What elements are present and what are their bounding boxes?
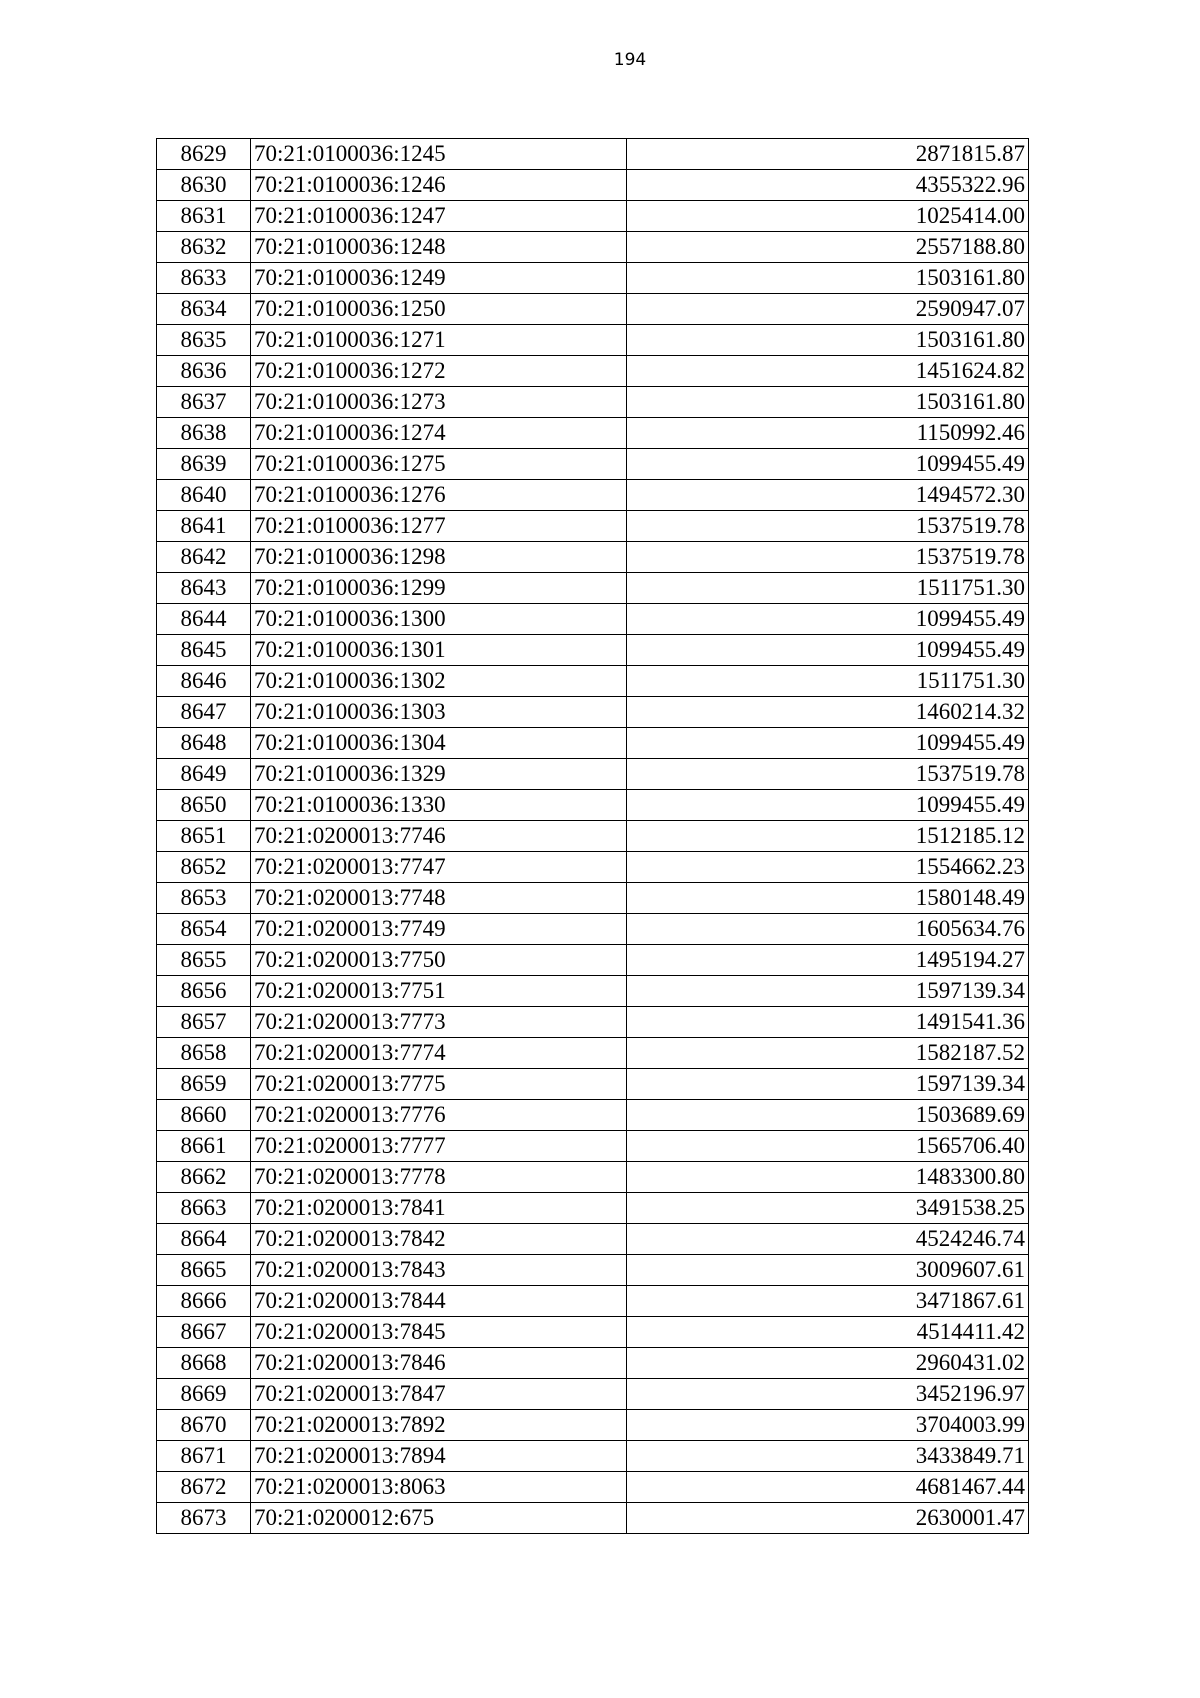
- cadastral-value-cell: 3471867.61: [627, 1286, 1029, 1317]
- cadastral-value-cell: 1451624.82: [627, 356, 1029, 387]
- row-number-cell: 8671: [157, 1441, 251, 1472]
- table-row: [157, 387, 1029, 418]
- cadastral-value-cell: 1099455.49: [627, 449, 1029, 480]
- cadastral-value-cell: 1554662.23: [627, 852, 1029, 883]
- cadastral-number-cell: 70:21:0100036:1329: [251, 759, 627, 790]
- cadastral-value-cell: 1503161.80: [627, 263, 1029, 294]
- row-number-cell: 8647: [157, 697, 251, 728]
- table-row: [157, 1069, 1029, 1100]
- cadastral-number-cell: 70:21:0200013:7846: [251, 1348, 627, 1379]
- cadastral-number-cell: 70:21:0200013:7746: [251, 821, 627, 852]
- row-number-cell: 8630: [157, 170, 251, 201]
- cadastral-value-cell: 3491538.25: [627, 1193, 1029, 1224]
- cadastral-value-cell: 1537519.78: [627, 511, 1029, 542]
- cadastral-number-cell: 70:21:0200013:7751: [251, 976, 627, 1007]
- row-number-cell: 8631: [157, 201, 251, 232]
- cadastral-number-cell: 70:21:0100036:1277: [251, 511, 627, 542]
- cadastral-number-cell: 70:21:0200013:7847: [251, 1379, 627, 1410]
- cadastral-number-cell: 70:21:0200013:7774: [251, 1038, 627, 1069]
- cadastral-number-cell: 70:21:0100036:1250: [251, 294, 627, 325]
- cadastral-value-cell: 1511751.30: [627, 573, 1029, 604]
- row-number-cell: 8632: [157, 232, 251, 263]
- cadastral-number-cell: 70:21:0100036:1271: [251, 325, 627, 356]
- row-number-cell: 8667: [157, 1317, 251, 1348]
- row-number-cell: 8646: [157, 666, 251, 697]
- table-row: [157, 542, 1029, 573]
- table-row: [157, 883, 1029, 914]
- cadastral-number-cell: 70:21:0100036:1302: [251, 666, 627, 697]
- cadastral-number-cell: 70:21:0100036:1245: [251, 139, 627, 170]
- table-row: [157, 1348, 1029, 1379]
- table-row: [157, 790, 1029, 821]
- cadastral-value-cell: 1025414.00: [627, 201, 1029, 232]
- table-row: [157, 1503, 1029, 1534]
- cadastral-number-cell: 70:21:0200013:7750: [251, 945, 627, 976]
- cadastral-value-cell: 1495194.27: [627, 945, 1029, 976]
- cadastral-value-cell: 4524246.74: [627, 1224, 1029, 1255]
- table-row: [157, 1224, 1029, 1255]
- cadastral-value-cell: 1503161.80: [627, 325, 1029, 356]
- row-number-cell: 8672: [157, 1472, 251, 1503]
- table-row: [157, 1038, 1029, 1069]
- row-number-cell: 8638: [157, 418, 251, 449]
- cadastral-number-cell: 70:21:0100036:1304: [251, 728, 627, 759]
- cadastral-value-cell: 3452196.97: [627, 1379, 1029, 1410]
- table-row: [157, 1162, 1029, 1193]
- row-number-cell: 8643: [157, 573, 251, 604]
- cadastral-number-cell: 70:21:0100036:1276: [251, 480, 627, 511]
- cadastral-value-cell: 1597139.34: [627, 976, 1029, 1007]
- row-number-cell: 8653: [157, 883, 251, 914]
- cadastral-number-cell: 70:21:0200013:7894: [251, 1441, 627, 1472]
- cadastral-value-cell: 1099455.49: [627, 790, 1029, 821]
- table-row: [157, 728, 1029, 759]
- cadastral-number-cell: 70:21:0200013:7777: [251, 1131, 627, 1162]
- cadastral-value-cell: 1512185.12: [627, 821, 1029, 852]
- row-number-cell: 8652: [157, 852, 251, 883]
- row-number-cell: 8637: [157, 387, 251, 418]
- table-row: [157, 1410, 1029, 1441]
- cadastral-number-cell: 70:21:0100036:1248: [251, 232, 627, 263]
- table-row: [157, 1131, 1029, 1162]
- cadastral-number-cell: 70:21:0200013:7776: [251, 1100, 627, 1131]
- cadastral-number-cell: 70:21:0100036:1274: [251, 418, 627, 449]
- cadastral-value-cell: 1537519.78: [627, 542, 1029, 573]
- table-row: [157, 232, 1029, 263]
- table-row: [157, 604, 1029, 635]
- cadastral-value-cell: 1099455.49: [627, 635, 1029, 666]
- cadastral-value-cell: 1099455.49: [627, 728, 1029, 759]
- row-number-cell: 8656: [157, 976, 251, 1007]
- table-row: [157, 325, 1029, 356]
- row-number-cell: 8634: [157, 294, 251, 325]
- cadastral-number-cell: 70:21:0200013:7749: [251, 914, 627, 945]
- cadastral-value-cell: 4355322.96: [627, 170, 1029, 201]
- cadastral-number-cell: 70:21:0200013:7842: [251, 1224, 627, 1255]
- table-row: [157, 1007, 1029, 1038]
- row-number-cell: 8662: [157, 1162, 251, 1193]
- row-number-cell: 8644: [157, 604, 251, 635]
- row-number-cell: 8633: [157, 263, 251, 294]
- table-row: [157, 635, 1029, 666]
- row-number-cell: 8654: [157, 914, 251, 945]
- table-row: [157, 170, 1029, 201]
- table-row: [157, 356, 1029, 387]
- table-row: [157, 1255, 1029, 1286]
- table-row: [157, 1100, 1029, 1131]
- table-row: [157, 418, 1029, 449]
- table-row: [157, 1472, 1029, 1503]
- cadastral-number-cell: 70:21:0200013:7843: [251, 1255, 627, 1286]
- cadastral-number-cell: 70:21:0100036:1330: [251, 790, 627, 821]
- row-number-cell: 8650: [157, 790, 251, 821]
- table-row: [157, 1317, 1029, 1348]
- cadastral-number-cell: 70:21:0100036:1246: [251, 170, 627, 201]
- cadastral-value-cell: 3704003.99: [627, 1410, 1029, 1441]
- cadastral-value-cell: 1491541.36: [627, 1007, 1029, 1038]
- cadastral-value-cell: 3433849.71: [627, 1441, 1029, 1472]
- row-number-cell: 8655: [157, 945, 251, 976]
- cadastral-value-cell: 1494572.30: [627, 480, 1029, 511]
- table-row: [157, 139, 1029, 170]
- cadastral-number-cell: 70:21:0100036:1303: [251, 697, 627, 728]
- cadastral-value-cell: 1099455.49: [627, 604, 1029, 635]
- cadastral-value-cell: 4514411.42: [627, 1317, 1029, 1348]
- cadastral-value-cell: 1503689.69: [627, 1100, 1029, 1131]
- cadastral-value-cell: 1605634.76: [627, 914, 1029, 945]
- table-row: [157, 1379, 1029, 1410]
- cadastral-value-cell: 2557188.80: [627, 232, 1029, 263]
- row-number-cell: 8659: [157, 1069, 251, 1100]
- cadastral-number-cell: 70:21:0100036:1272: [251, 356, 627, 387]
- row-number-cell: 8629: [157, 139, 251, 170]
- cadastral-value-cell: 2960431.02: [627, 1348, 1029, 1379]
- table-row: [157, 666, 1029, 697]
- cadastral-value-cell: 1582187.52: [627, 1038, 1029, 1069]
- cadastral-value-cell: 1483300.80: [627, 1162, 1029, 1193]
- cadastral-value-cell: 1503161.80: [627, 387, 1029, 418]
- table-row: [157, 697, 1029, 728]
- table-row: [157, 914, 1029, 945]
- table-row: [157, 573, 1029, 604]
- cadastral-number-cell: 70:21:0200013:7844: [251, 1286, 627, 1317]
- row-number-cell: 8651: [157, 821, 251, 852]
- cadastral-number-cell: 70:21:0100036:1275: [251, 449, 627, 480]
- table-row: [157, 1441, 1029, 1472]
- cadastral-value-cell: 1511751.30: [627, 666, 1029, 697]
- table-row: [157, 263, 1029, 294]
- row-number-cell: 8673: [157, 1503, 251, 1534]
- row-number-cell: 8661: [157, 1131, 251, 1162]
- cadastral-value-cell: 1597139.34: [627, 1069, 1029, 1100]
- cadastral-value-cell: 1580148.49: [627, 883, 1029, 914]
- cadastral-number-cell: 70:21:0200013:7748: [251, 883, 627, 914]
- row-number-cell: 8649: [157, 759, 251, 790]
- row-number-cell: 8668: [157, 1348, 251, 1379]
- cadastral-number-cell: 70:21:0200013:8063: [251, 1472, 627, 1503]
- table-row: [157, 945, 1029, 976]
- table-row: [157, 821, 1029, 852]
- cadastral-value-table: [156, 138, 1029, 1534]
- row-number-cell: 8660: [157, 1100, 251, 1131]
- table-row: [157, 480, 1029, 511]
- table-row: [157, 1286, 1029, 1317]
- row-number-cell: 8645: [157, 635, 251, 666]
- cadastral-number-cell: 70:21:0100036:1298: [251, 542, 627, 573]
- table-row: [157, 449, 1029, 480]
- table-row: [157, 201, 1029, 232]
- row-number-cell: 8640: [157, 480, 251, 511]
- cadastral-number-cell: 70:21:0200013:7773: [251, 1007, 627, 1038]
- cadastral-number-cell: 70:21:0100036:1299: [251, 573, 627, 604]
- cadastral-value-cell: 2630001.47: [627, 1503, 1029, 1534]
- row-number-cell: 8666: [157, 1286, 251, 1317]
- cadastral-value-cell: 2871815.87: [627, 139, 1029, 170]
- row-number-cell: 8639: [157, 449, 251, 480]
- row-number-cell: 8648: [157, 728, 251, 759]
- cadastral-value-cell: 1565706.40: [627, 1131, 1029, 1162]
- cadastral-number-cell: 70:21:0200013:7747: [251, 852, 627, 883]
- table-row: [157, 294, 1029, 325]
- cadastral-value-cell: 1150992.46: [627, 418, 1029, 449]
- cadastral-value-cell: 2590947.07: [627, 294, 1029, 325]
- cadastral-number-cell: 70:21:0200013:7892: [251, 1410, 627, 1441]
- cadastral-number-cell: 70:21:0200013:7775: [251, 1069, 627, 1100]
- cadastral-number-cell: 70:21:0100036:1247: [251, 201, 627, 232]
- cadastral-number-cell: 70:21:0200013:7778: [251, 1162, 627, 1193]
- row-number-cell: 8664: [157, 1224, 251, 1255]
- table-row: [157, 976, 1029, 1007]
- cadastral-number-cell: 70:21:0200013:7841: [251, 1193, 627, 1224]
- cadastral-number-cell: 70:21:0100036:1273: [251, 387, 627, 418]
- table-row: [157, 1193, 1029, 1224]
- cadastral-number-cell: 70:21:0100036:1301: [251, 635, 627, 666]
- table-row: [157, 511, 1029, 542]
- cadastral-value-cell: 3009607.61: [627, 1255, 1029, 1286]
- row-number-cell: 8669: [157, 1379, 251, 1410]
- cadastral-number-cell: 70:21:0200012:675: [251, 1503, 627, 1534]
- row-number-cell: 8636: [157, 356, 251, 387]
- row-number-cell: 8642: [157, 542, 251, 573]
- row-number-cell: 8665: [157, 1255, 251, 1286]
- table-row: [157, 852, 1029, 883]
- cadastral-number-cell: 70:21:0200013:7845: [251, 1317, 627, 1348]
- cadastral-number-cell: 70:21:0100036:1249: [251, 263, 627, 294]
- row-number-cell: 8658: [157, 1038, 251, 1069]
- row-number-cell: 8670: [157, 1410, 251, 1441]
- row-number-cell: 8657: [157, 1007, 251, 1038]
- cadastral-value-cell: 1537519.78: [627, 759, 1029, 790]
- cadastral-value-cell: 4681467.44: [627, 1472, 1029, 1503]
- row-number-cell: 8641: [157, 511, 251, 542]
- page-number: 194: [613, 50, 647, 70]
- cadastral-number-cell: 70:21:0100036:1300: [251, 604, 627, 635]
- cadastral-value-cell: 1460214.32: [627, 697, 1029, 728]
- row-number-cell: 8663: [157, 1193, 251, 1224]
- table-row: [157, 759, 1029, 790]
- row-number-cell: 8635: [157, 325, 251, 356]
- table-body: [157, 139, 1029, 1534]
